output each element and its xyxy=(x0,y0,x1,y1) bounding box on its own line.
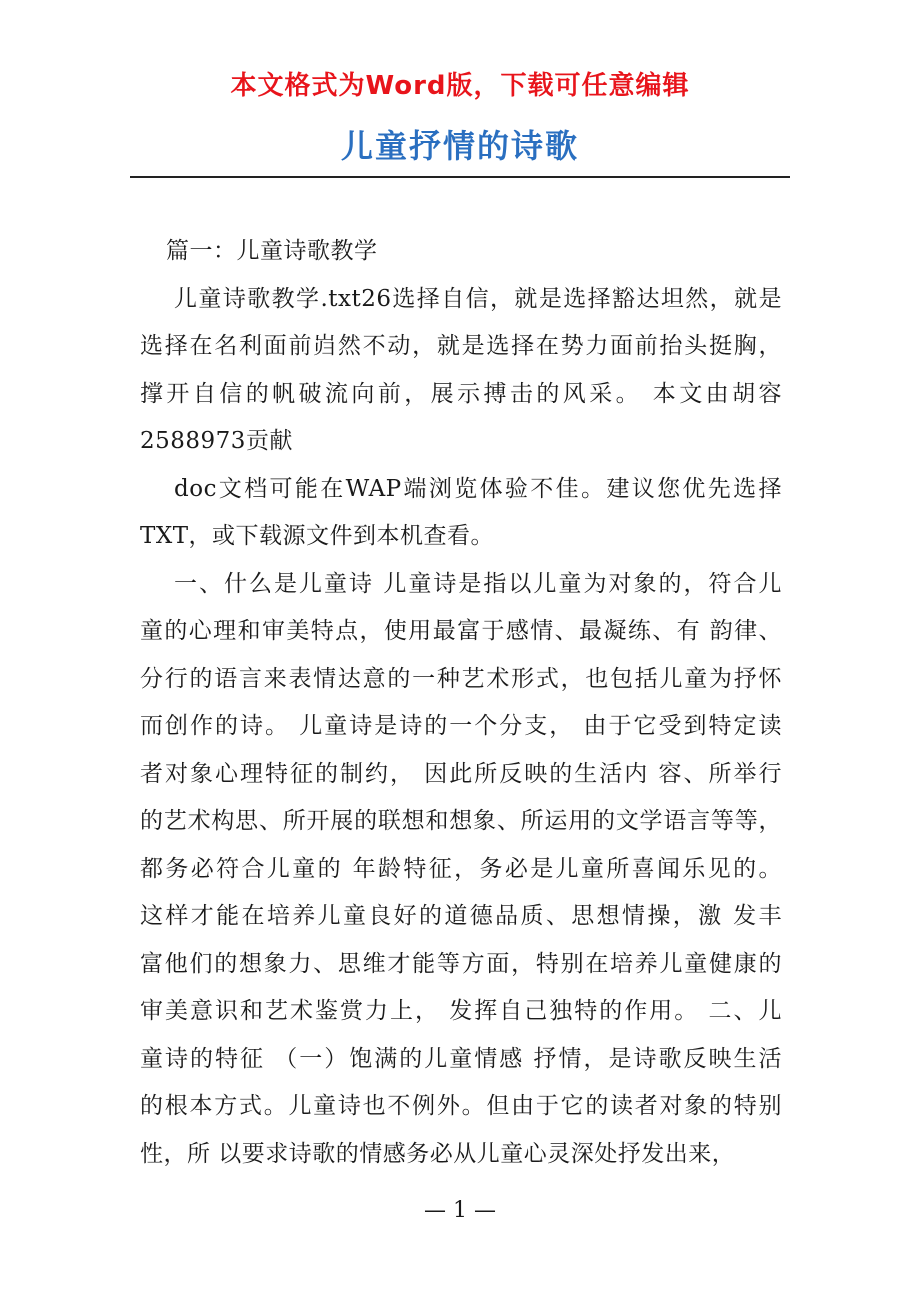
paragraph-line: doc文档可能在WAP端浏览体验不佳。建议您优先选择 xyxy=(174,475,782,502)
paragraph-line: 童的心理和审美特点，使用最富于感情、最凝练、有 韵律、 xyxy=(140,618,782,644)
format-notice-banner: 本文格式为Word版，下载可任意编辑 xyxy=(230,71,690,101)
paragraph-line: 选择在名利面前岿然不动，就是选择在势力面前抬头挺胸， xyxy=(140,333,782,359)
paragraph-line: TXT，或下载源文件到本机查看。 xyxy=(140,523,495,549)
paragraph-list xyxy=(140,276,782,1179)
paragraph-line: 性，所 以要求诗歌的情感务必从儿童心灵深处抒发出来， xyxy=(140,1140,736,1167)
section-heading: 篇一：儿童诗歌教学 xyxy=(166,238,378,264)
document-title: 儿童抒情的诗歌 xyxy=(340,127,579,165)
paragraph-line: 而创作的诗。 儿童诗是诗的一个分支， 由于它受到特定读 xyxy=(140,713,782,739)
document-body xyxy=(140,228,782,1178)
paragraph xyxy=(140,276,782,466)
paragraph-line: 分行的语言来表情达意的一种艺术形式，也包括儿童为抒怀 xyxy=(140,665,782,692)
paragraph-line: 一、什么是儿童诗 儿童诗是指以儿童为对象的，符合儿 xyxy=(174,570,782,597)
page-number: — 1 — xyxy=(424,1198,496,1223)
paragraph xyxy=(140,561,782,1179)
paragraph xyxy=(140,466,782,561)
paragraph-line: 这样才能在培养儿童良好的道德品质、思想情操，激 发丰 xyxy=(140,903,782,929)
paragraph-line: 者对象心理特征的制约， 因此所反映的生活内 容、所举行 xyxy=(140,760,782,787)
paragraph-line: 都务必符合儿童的 年龄特征，务必是儿童所喜闻乐见的。 xyxy=(140,855,782,882)
paragraph-line: 的根本方式。儿童诗也不例外。但由于它的读者对象的特别 xyxy=(140,1093,782,1119)
paragraph-line: 2588973贡献 xyxy=(140,428,293,454)
paragraph-line: 儿童诗歌教学.txt26选择自信，就是选择豁达坦然，就是 xyxy=(174,285,782,312)
paragraph-line: 童诗的特征 （一）饱满的儿童情感 抒情，是诗歌反映生活 xyxy=(140,1045,782,1072)
paragraph-line: 撑开自信的帆破流向前，展示搏击的风采。 本文由胡容 xyxy=(140,380,782,407)
paragraph-line: 的艺术构思、所开展的联想和想象、所运用的文学语言等等， xyxy=(140,808,782,834)
paragraph-line: 富他们的想象力、思维才能等方面，特别在培养儿童健康的 xyxy=(140,950,782,977)
paragraph-line: 审美意识和艺术鉴赏力上， 发挥自己独特的作用。 二、儿 xyxy=(140,998,782,1024)
title-divider xyxy=(130,176,790,178)
